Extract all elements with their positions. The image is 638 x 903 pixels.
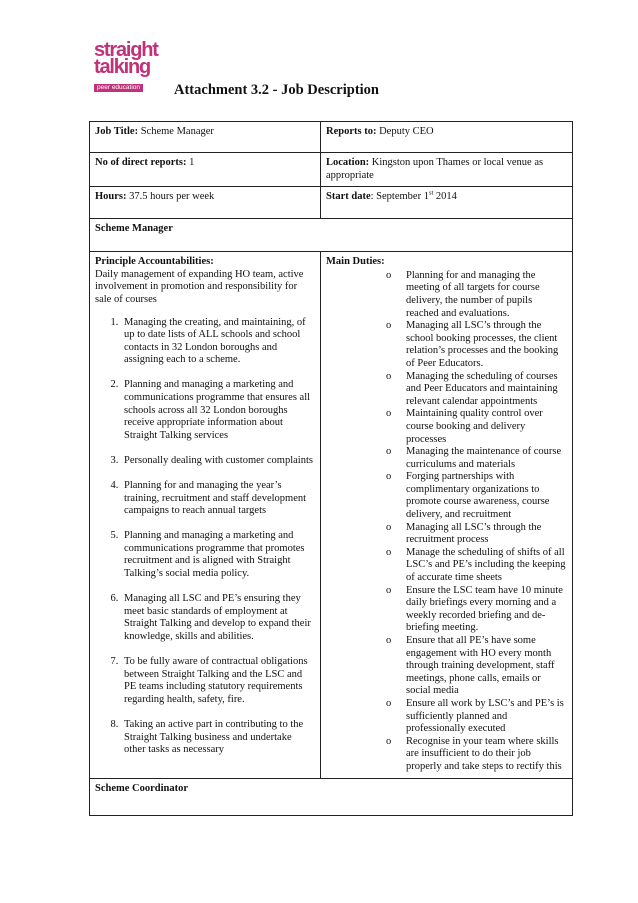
bullet-icon: o <box>386 521 392 533</box>
document-title: Attachment 3.2 - Job Description <box>174 82 379 98</box>
list-item: 6. Managing all LSC and PE’s ensuring they meet basic standards of employment at Straight Talking and develop to expand their knowledge, skills and abilities. <box>121 593 315 643</box>
direct-reports-label: No of direct reports: <box>95 157 187 168</box>
bullet-icon: o <box>386 697 392 709</box>
location-value: Kingston upon Thames or local venue as appropriate <box>326 157 544 181</box>
main-duties-list <box>326 270 567 774</box>
location-label: Location: <box>326 157 370 168</box>
table-row <box>90 219 573 252</box>
table-row <box>90 778 573 815</box>
list-item <box>326 547 567 585</box>
logo-word-straight: straight <box>94 39 158 61</box>
duty-text: Ensure all work by LSC’s and PE’s is sufficiently planned and professionally executed <box>406 697 564 735</box>
job-title-cell <box>90 122 321 153</box>
accountabilities-heading: Principle Accountabilities: <box>95 256 214 268</box>
duty-text: Maintaining quality control over course booking and delivery processes <box>406 408 543 445</box>
table-row <box>90 153 573 187</box>
list-item: 1. Managing the creating, and maintaining, of up to date lists of ALL schools and school contacts in 32 London boroughs and assigning each to a scheme. <box>121 317 315 367</box>
direct-reports-cell <box>90 153 321 187</box>
bullet-icon: o <box>386 546 392 558</box>
table-row <box>90 187 573 219</box>
list-item: 5. Planning and managing a marketing and communications programme that promotes recruitment and is aligned with Straight Talking’s social media policy. <box>121 530 315 580</box>
list-item <box>326 635 567 698</box>
section-scheme-manager <box>90 219 573 252</box>
duty-text: Manage the scheduling of shifts of all LSC’s and PE’s including the keeping of accurate time sheets <box>406 546 566 584</box>
job-title-value: Scheme Manager <box>138 126 214 137</box>
accountabilities-cell <box>90 252 321 778</box>
list-item <box>326 698 567 736</box>
duty-text: Forging partnerships with complimentary organizations to promote course awareness, course delivery, and recruitment <box>406 471 550 521</box>
table-row <box>90 252 573 778</box>
list-item <box>326 471 567 521</box>
bullet-icon: o <box>386 446 392 458</box>
reports-to-cell <box>321 122 573 153</box>
duty-text: Managing the scheduling of courses and Peer Educators and maintaining relevant calendar appointments <box>406 370 558 407</box>
list-item: 4. Planning for and managing the year’s training, recruitment and staff development campaigns to reach annual targets <box>121 480 315 518</box>
list-item <box>326 522 567 547</box>
list-item: 8. Taking an active part in contributing to the Straight Talking business and undertake other tasks as necessary <box>121 719 315 757</box>
job-description-table <box>89 121 573 816</box>
table-row <box>90 122 573 153</box>
hours-cell <box>90 187 321 219</box>
bullet-icon: o <box>386 584 392 596</box>
hours-value: 37.5 hours per week <box>126 191 215 203</box>
duty-text: Ensure the LSC team have 10 minute daily briefings every morning and a weekly recorded briefing and de-briefing meeting. <box>406 584 563 634</box>
start-date-year: 2014 <box>433 191 457 203</box>
duty-text: Managing all LSC’s through the recruitment process <box>406 521 542 546</box>
bullet-icon: o <box>386 370 392 382</box>
start-date-cell <box>321 187 573 219</box>
start-date-value: : September 1 <box>370 191 429 203</box>
duty-text: Managing all LSC’s through the school booking processes, the client relation’s processes and the booking of Peer Educators. <box>406 320 559 369</box>
section-heading: Scheme Coordinator <box>95 782 189 794</box>
logo-tagline: peer education <box>94 84 143 92</box>
logo-word-talking: talking <box>94 56 151 78</box>
duty-text: Recognise in your team where skills are insufficient to do their job properly and take steps to rectify this <box>406 735 562 772</box>
list-item <box>326 736 567 774</box>
bullet-icon: o <box>386 635 392 646</box>
start-date-ordinal: st <box>428 189 434 197</box>
accountabilities-intro: Daily management of expanding HO team, active involvement in promotion and responsibility for sale of courses <box>95 268 304 305</box>
list-item: 2. Planning and managing a marketing and communications programme that ensures all schools across all 32 London boroughs receive appropriate information about Straight Talking services <box>121 379 315 442</box>
reports-to-label: Reports to: <box>326 126 377 137</box>
straight-talking-logo <box>94 39 158 102</box>
bullet-icon: o <box>386 320 392 332</box>
reports-to-value: Deputy CEO <box>376 126 434 137</box>
location-cell <box>321 153 573 187</box>
list-item <box>326 408 567 446</box>
duty-text: Managing the maintenance of course curriculums and materials <box>406 446 562 470</box>
main-duties-heading: Main Duties: <box>326 256 385 268</box>
job-title-label: Job Title: <box>95 126 139 137</box>
bullet-icon: o <box>386 735 392 747</box>
bullet-icon: o <box>386 269 392 281</box>
list-item <box>326 270 567 320</box>
start-date-label: Start date <box>326 191 371 203</box>
main-duties-cell <box>321 252 573 778</box>
duty-text: Ensure that all PE’s have some engagement with HO every month through training development, staff meetings, phone calls, emails or social media <box>406 635 555 697</box>
bullet-icon: o <box>386 408 392 420</box>
list-item <box>326 371 567 409</box>
duty-text: Planning for and managing the meeting of all targets for course delivery, the number of pupils reached and evaluations. <box>406 269 540 319</box>
direct-reports-value: 1 <box>186 157 195 168</box>
list-item <box>326 446 567 471</box>
section-scheme-coordinator <box>90 778 573 815</box>
list-item: 3. Personally dealing with customer complaints <box>121 455 315 468</box>
bullet-icon: o <box>386 471 392 483</box>
accountabilities-list <box>95 317 315 757</box>
list-item <box>326 320 567 370</box>
list-item <box>326 585 567 635</box>
list-item: 7. To be fully aware of contractual obligations between Straight Talking and the LSC and PE teams including statutory requirements regarding health, safety, fire. <box>121 656 315 706</box>
section-heading: Scheme Manager <box>95 223 173 235</box>
hours-label: Hours: <box>95 191 127 203</box>
